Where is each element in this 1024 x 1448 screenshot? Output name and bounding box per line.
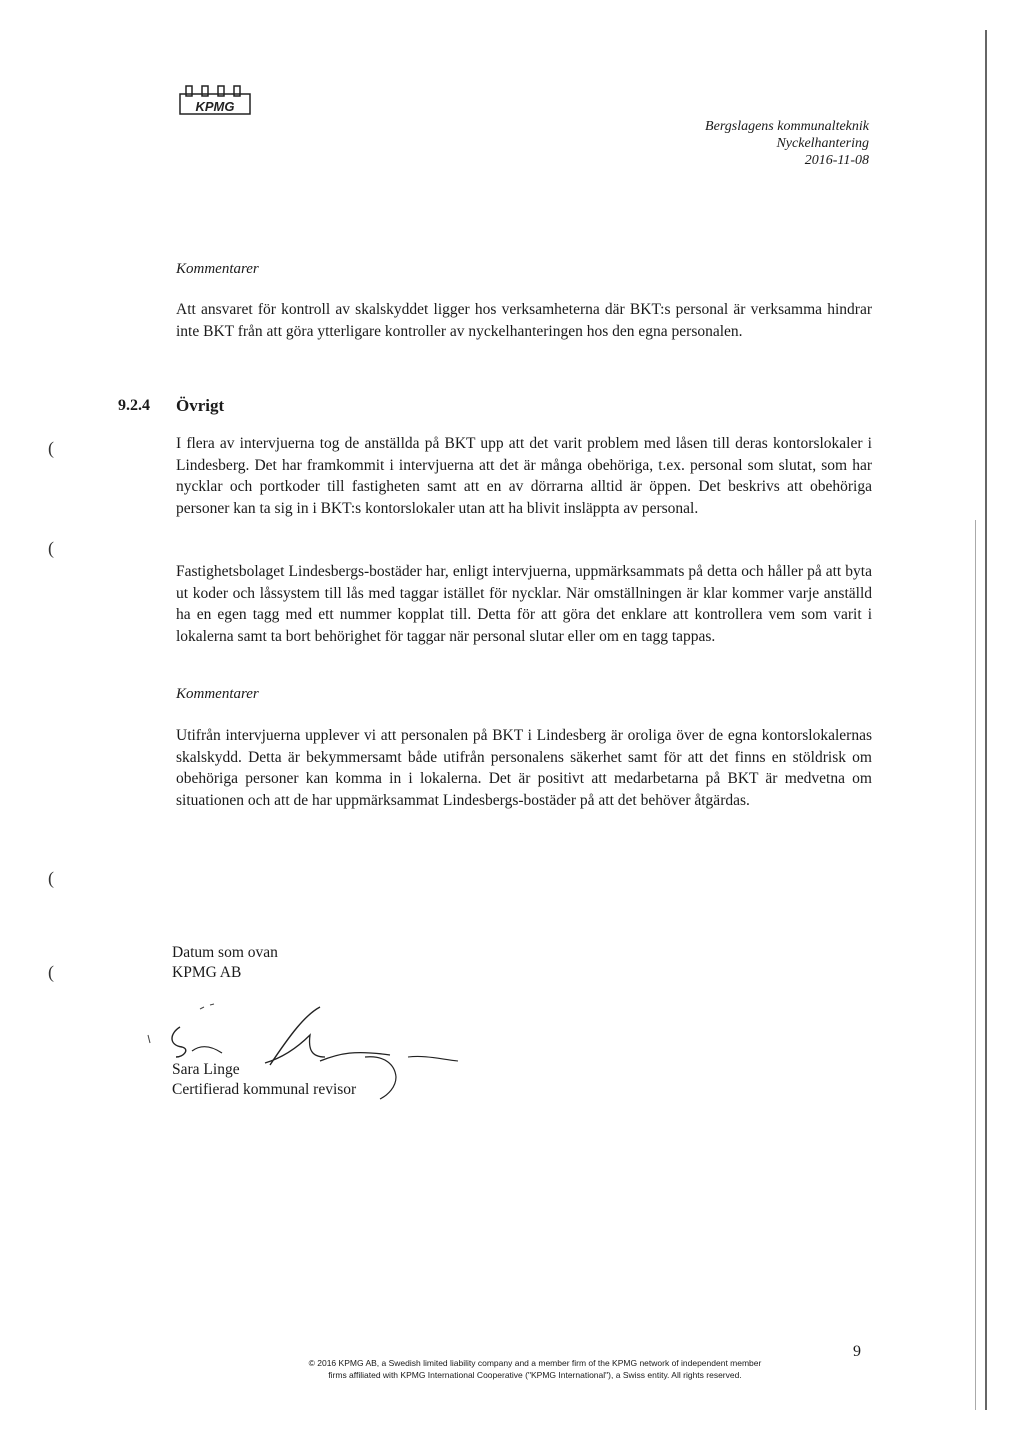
- paragraph-2: Fastighetsbolaget Lindesbergs-bostäder har, enligt intervjuerna, uppmärksammats på detta och håller på att byta ut koder och låssystem till lås med taggar istället för nycklar. När omställningen är klar kommer varje anställd ha en egen tagg med ett nummer kopplat till. Detta för att göra det enklare att kontrollera vem som varit i lokalerna samt ta bort behörighet för taggar när personal slutar eller om en tagg tappas.: [176, 563, 872, 645]
- header-org: Bergslagens kommunalteknik: [705, 119, 869, 134]
- margin-mark: (: [48, 538, 54, 558]
- comment-label-2: Kommentarer: [176, 686, 259, 702]
- section-number: 9.2.4: [118, 397, 150, 414]
- comment-text-2: Utifrån intervjuerna upplever vi att personalen på BKT i Lindesberg är oroliga över de egna kontorslokalernas skalskydd. Detta är bekymmersamt både utifrån personalens säkerhet samt för att det finns en stöldrisk om obehöriga personer kan komma in i lokalerna. Det är positivt att medarbetarna på BKT är medvetna om situationen och att de har uppmärksammat Lindesbergs-bostäder på att det behöver åtgärdas.: [176, 727, 872, 809]
- signature-name: Sara Linge: [172, 1061, 240, 1078]
- logo-text: KPMG: [195, 99, 235, 114]
- signature-company: KPMG AB: [172, 964, 242, 981]
- comment-label-1: Kommentarer: [176, 261, 259, 277]
- footer-copyright: © 2016 KPMG AB, a Swedish limited liability company and a member firm of the KPMG network of independent member firms affiliated with KPMG International Cooperative ("KPMG International"), a Swiss entity. All rights reserved.: [308, 1358, 762, 1380]
- margin-mark: (: [48, 962, 54, 982]
- document-header: [705, 118, 869, 169]
- signature-role: Certifierad kommunal revisor: [172, 1081, 357, 1098]
- signature-date-line: Datum som ovan: [172, 944, 278, 961]
- kpmg-logo: [178, 84, 254, 118]
- scan-edge-line: [975, 520, 976, 1410]
- header-date: 2016-11-08: [804, 153, 869, 168]
- comment-text-1: Att ansvaret för kontroll av skalskyddet ligger hos verksamheterna där BKT:s personal är verksamma hindrar inte BKT från att göra ytterligare kontroller av nyckelhanteringen hos den egna personalen.: [176, 301, 872, 340]
- paragraph-1: I flera av intervjuerna tog de anställda på BKT upp att det varit problem med låsen till deras kontorslokaler i Lindesberg. Det har framkommit i intervjuerna att det är många obehöriga, t.ex. personal som slutat, som har nycklar och portkoder till fastigheten samt att en av dörrarna alltid är öppen. Det beskrivs att obehöriga personer kan ta sig in i BKT:s kontorslokaler utan att ha blivit insläppta av personal.: [176, 435, 872, 517]
- page-number: 9: [853, 1343, 861, 1360]
- margin-mark: (: [48, 868, 54, 888]
- margin-mark: (: [48, 438, 54, 458]
- section-title: Övrigt: [176, 396, 225, 415]
- scan-edge-line: [985, 30, 987, 1410]
- header-subject: Nyckelhantering: [776, 136, 869, 151]
